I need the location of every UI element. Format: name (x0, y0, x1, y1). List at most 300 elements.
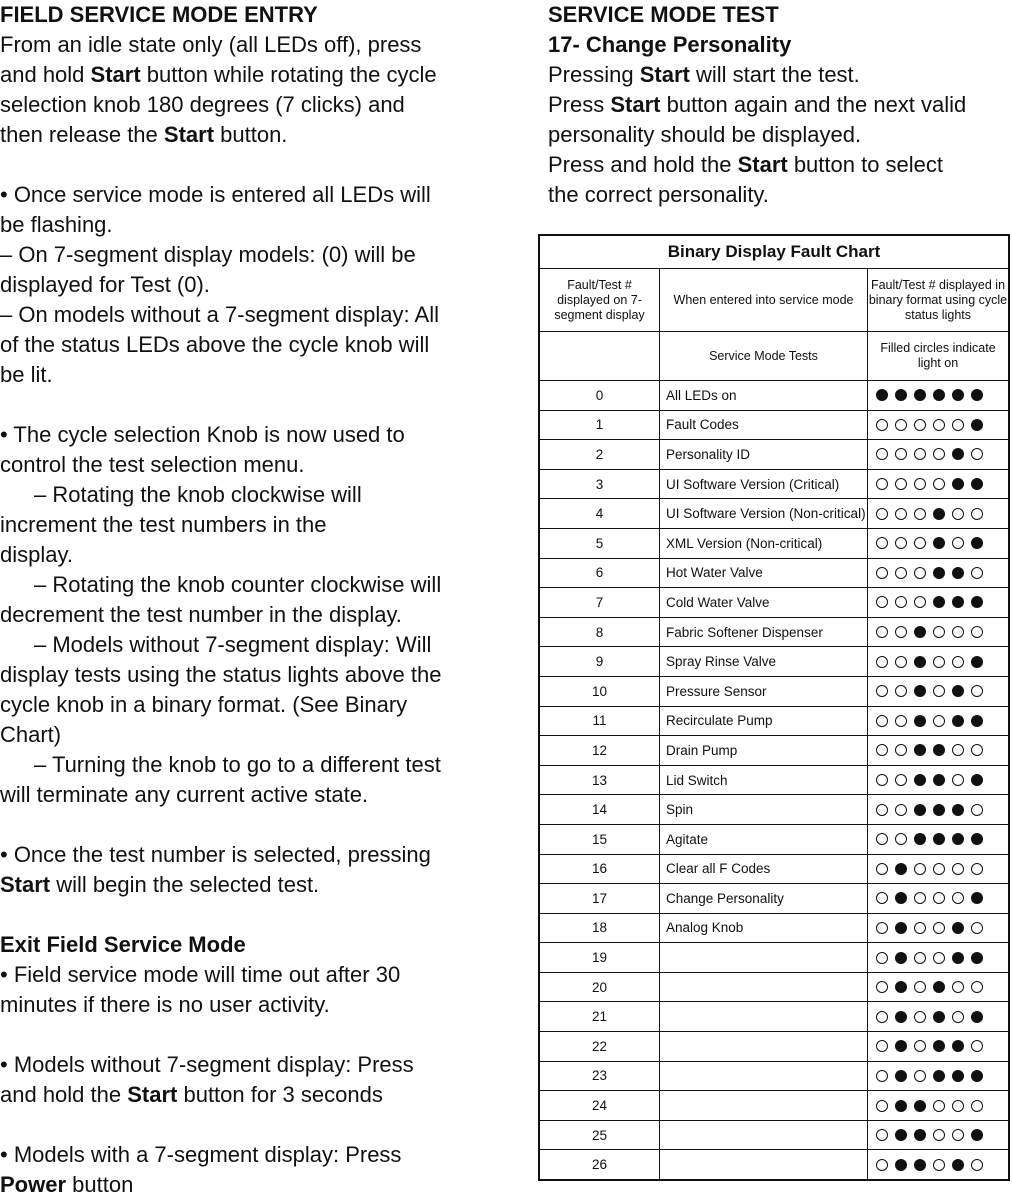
spacer (0, 900, 500, 930)
light-off-icon (914, 863, 926, 875)
header-col-number: Fault/Test # displayed on 7-segment display (540, 269, 660, 331)
light-on-icon (971, 715, 983, 727)
bullet-text: • Models without 7-segment display: Press (0, 1052, 414, 1077)
test-name: All LEDs on (660, 381, 868, 410)
table-row (540, 1062, 1008, 1092)
light-on-icon (895, 863, 907, 875)
table-row (540, 855, 1008, 885)
light-off-icon (895, 685, 907, 697)
light-on-icon (971, 833, 983, 845)
light-on-icon (971, 1070, 983, 1082)
light-off-icon (971, 1159, 983, 1171)
light-off-icon (952, 537, 964, 549)
start-keyword: Start (0, 872, 51, 897)
light-off-icon (914, 448, 926, 460)
entry-text (0, 60, 500, 90)
right-column (548, 0, 1008, 210)
light-off-icon (933, 715, 945, 727)
bullet-text (0, 1170, 500, 1200)
test-name: UI Software Version (Non-critical) (660, 499, 868, 528)
bullet-text: – On 7-segment display models: (0) will be (0, 242, 416, 267)
light-off-icon (933, 478, 945, 490)
entry-text (0, 120, 500, 150)
table-row (540, 677, 1008, 707)
subheader-tests: Service Mode Tests (660, 332, 868, 380)
text: button. (214, 122, 288, 147)
start-keyword: Start (90, 62, 141, 87)
text: button while rotating the cycle (140, 62, 437, 87)
bullet-text: – Models without 7-segment display: Will (34, 632, 432, 657)
light-off-icon (933, 892, 945, 904)
status-lights (868, 1091, 1008, 1120)
light-off-icon (971, 922, 983, 934)
light-off-icon (914, 1011, 926, 1023)
light-on-icon (971, 596, 983, 608)
bullet-text: will terminate any current active state. (0, 782, 369, 807)
light-off-icon (971, 804, 983, 816)
light-off-icon (952, 1100, 964, 1112)
light-on-icon (971, 656, 983, 668)
light-off-icon (952, 508, 964, 520)
light-on-icon (952, 389, 964, 401)
light-off-icon (971, 567, 983, 579)
light-off-icon (914, 478, 926, 490)
status-lights (868, 381, 1008, 410)
start-keyword: Start (737, 152, 788, 177)
text: button to select (787, 152, 944, 177)
body-text (548, 60, 1008, 90)
test-number: 6 (540, 559, 660, 588)
light-off-icon (876, 1129, 888, 1141)
light-on-icon (952, 833, 964, 845)
bullet-text: – Turning the knob to go to a different test (34, 752, 441, 777)
light-off-icon (895, 833, 907, 845)
status-lights (868, 736, 1008, 765)
table-row (540, 499, 1008, 529)
light-on-icon (971, 389, 983, 401)
light-on-icon (952, 715, 964, 727)
test-number: 12 (540, 736, 660, 765)
status-lights (868, 707, 1008, 736)
light-off-icon (933, 626, 945, 638)
body-text: personality should be displayed. (548, 122, 862, 147)
chart-title: Binary Display Fault Chart (540, 236, 1008, 269)
chart-subheader-row (540, 332, 1008, 381)
light-off-icon (876, 656, 888, 668)
light-off-icon (933, 1129, 945, 1141)
test-name: Spin (660, 795, 868, 824)
test-name: Pressure Sensor (660, 677, 868, 706)
light-off-icon (876, 478, 888, 490)
test-name (660, 1002, 868, 1031)
light-on-icon (971, 892, 983, 904)
table-row (540, 825, 1008, 855)
status-lights (868, 499, 1008, 528)
bullet-text: • Models with a 7-segment display: Press (0, 1142, 402, 1167)
light-off-icon (914, 952, 926, 964)
test-name (660, 973, 868, 1002)
table-row (540, 707, 1008, 737)
light-off-icon (895, 774, 907, 786)
light-on-icon (971, 952, 983, 964)
exit-heading: Exit Field Service Mode (0, 932, 246, 957)
header-col-entered: When entered into service mode (660, 269, 868, 331)
light-on-icon (895, 1159, 907, 1171)
bullet-text: decrement the test number in the display. (0, 602, 402, 627)
light-off-icon (971, 626, 983, 638)
text: and hold the (0, 1082, 128, 1107)
light-off-icon (914, 1040, 926, 1052)
light-on-icon (933, 833, 945, 845)
light-off-icon (914, 892, 926, 904)
bullet-text: displayed for Test (0). (0, 272, 210, 297)
light-on-icon (914, 774, 926, 786)
bullet-text: • The cycle selection Knob is now used to (0, 422, 405, 447)
light-off-icon (895, 656, 907, 668)
light-on-icon (971, 774, 983, 786)
light-on-icon (933, 1070, 945, 1082)
light-off-icon (876, 804, 888, 816)
table-row (540, 736, 1008, 766)
table-row (540, 766, 1008, 796)
status-lights (868, 855, 1008, 884)
status-lights (868, 647, 1008, 676)
spacer (0, 810, 500, 840)
light-on-icon (895, 1129, 907, 1141)
text: button for 3 seconds (177, 1082, 383, 1107)
light-off-icon (952, 656, 964, 668)
light-off-icon (971, 1100, 983, 1112)
test-name: Drain Pump (660, 736, 868, 765)
test-number: 11 (540, 707, 660, 736)
start-keyword: Start (610, 92, 661, 117)
bullet-text: – On models without a 7-segment display: All (0, 302, 440, 327)
light-off-icon (876, 952, 888, 964)
test-name: Clear all F Codes (660, 855, 868, 884)
text: Pressing (548, 62, 640, 87)
bullet-text: minutes if there is no user activity. (0, 992, 330, 1017)
text: button again and the next valid (660, 92, 967, 117)
light-on-icon (914, 389, 926, 401)
light-on-icon (952, 1070, 964, 1082)
light-on-icon (895, 981, 907, 993)
light-off-icon (914, 508, 926, 520)
light-on-icon (914, 1100, 926, 1112)
light-off-icon (895, 715, 907, 727)
chart-rows (540, 381, 1008, 1179)
light-off-icon (971, 685, 983, 697)
test-number: 8 (540, 618, 660, 647)
light-on-icon (971, 537, 983, 549)
test-name: Recirculate Pump (660, 707, 868, 736)
table-row (540, 943, 1008, 973)
table-row (540, 795, 1008, 825)
service-mode-heading: SERVICE MODE TEST (548, 2, 779, 27)
light-off-icon (876, 774, 888, 786)
light-off-icon (971, 1040, 983, 1052)
light-off-icon (971, 508, 983, 520)
light-off-icon (895, 508, 907, 520)
light-off-icon (876, 863, 888, 875)
light-off-icon (952, 892, 964, 904)
test-name: Change Personality (660, 884, 868, 913)
light-on-icon (971, 478, 983, 490)
light-on-icon (952, 478, 964, 490)
bullet-text (0, 870, 500, 900)
status-lights (868, 914, 1008, 943)
bullet-text: Chart) (0, 722, 62, 747)
status-lights (868, 411, 1008, 440)
light-off-icon (914, 1070, 926, 1082)
bullet-text: display. (0, 542, 73, 567)
bullet-text: cycle knob in a binary format. (See Binary (0, 692, 408, 717)
light-off-icon (876, 448, 888, 460)
light-off-icon (876, 419, 888, 431)
bullet-text: – Rotating the knob counter clockwise will (34, 572, 442, 597)
light-off-icon (895, 804, 907, 816)
text: button (66, 1172, 134, 1197)
test-name: Lid Switch (660, 766, 868, 795)
light-off-icon (914, 419, 926, 431)
bullet-text: – Rotating the knob clockwise will (34, 482, 362, 507)
light-on-icon (914, 626, 926, 638)
status-lights (868, 677, 1008, 706)
test-number: 5 (540, 529, 660, 558)
test-number: 18 (540, 914, 660, 943)
test-number: 0 (540, 381, 660, 410)
bullet-text (0, 1080, 500, 1110)
status-lights (868, 884, 1008, 913)
test-name: UI Software Version (Critical) (660, 470, 868, 499)
test-number: 17 (540, 884, 660, 913)
light-on-icon (933, 744, 945, 756)
left-column (0, 0, 500, 1200)
light-off-icon (914, 596, 926, 608)
light-on-icon (933, 1011, 945, 1023)
bullet-text: display tests using the status lights above the (0, 662, 442, 687)
test-name (660, 1032, 868, 1061)
light-on-icon (914, 656, 926, 668)
start-keyword: Start (163, 122, 215, 147)
light-on-icon (914, 744, 926, 756)
light-off-icon (952, 1129, 964, 1141)
status-lights (868, 1032, 1008, 1061)
light-on-icon (952, 922, 964, 934)
test-number: 4 (540, 499, 660, 528)
light-on-icon (952, 596, 964, 608)
light-on-icon (895, 1070, 907, 1082)
entry-heading: FIELD SERVICE MODE ENTRY (0, 2, 318, 27)
test-name: Fabric Softener Dispenser (660, 618, 868, 647)
body-text: the correct personality. (548, 182, 769, 207)
text: Press and hold the (548, 152, 738, 177)
light-off-icon (933, 952, 945, 964)
status-lights (868, 795, 1008, 824)
test-number: 22 (540, 1032, 660, 1061)
light-off-icon (952, 981, 964, 993)
binary-fault-chart (538, 234, 1010, 1181)
table-row (540, 1150, 1008, 1179)
light-off-icon (876, 1011, 888, 1023)
bullet-text: control the test selection menu. (0, 452, 305, 477)
light-off-icon (876, 508, 888, 520)
table-row (540, 973, 1008, 1003)
light-on-icon (952, 952, 964, 964)
light-on-icon (914, 715, 926, 727)
light-on-icon (952, 804, 964, 816)
light-on-icon (933, 508, 945, 520)
test-number: 24 (540, 1091, 660, 1120)
light-off-icon (876, 685, 888, 697)
light-off-icon (895, 478, 907, 490)
test-number: 9 (540, 647, 660, 676)
table-row (540, 411, 1008, 441)
light-off-icon (971, 448, 983, 460)
light-off-icon (876, 1040, 888, 1052)
light-off-icon (933, 656, 945, 668)
spacer (0, 150, 500, 180)
light-off-icon (952, 419, 964, 431)
light-on-icon (914, 804, 926, 816)
light-off-icon (933, 863, 945, 875)
test-number: 1 (540, 411, 660, 440)
light-off-icon (895, 419, 907, 431)
light-on-icon (933, 804, 945, 816)
subheader-empty (540, 332, 660, 380)
light-off-icon (914, 537, 926, 549)
table-row (540, 618, 1008, 648)
spacer (0, 1110, 500, 1140)
table-row (540, 440, 1008, 470)
light-on-icon (952, 685, 964, 697)
test-name: Personality ID (660, 440, 868, 469)
light-on-icon (876, 389, 888, 401)
light-off-icon (876, 596, 888, 608)
table-row (540, 381, 1008, 411)
test-heading: 17- Change Personality (548, 32, 792, 57)
test-number: 3 (540, 470, 660, 499)
status-lights (868, 588, 1008, 617)
status-lights (868, 470, 1008, 499)
light-off-icon (933, 1100, 945, 1112)
light-on-icon (933, 596, 945, 608)
light-on-icon (914, 685, 926, 697)
test-number: 20 (540, 973, 660, 1002)
test-name: Agitate (660, 825, 868, 854)
status-lights (868, 1121, 1008, 1150)
test-number: 2 (540, 440, 660, 469)
status-lights (868, 529, 1008, 558)
light-off-icon (876, 922, 888, 934)
light-off-icon (914, 922, 926, 934)
status-lights (868, 766, 1008, 795)
light-off-icon (971, 981, 983, 993)
test-number: 7 (540, 588, 660, 617)
bullet-text: • Once service mode is entered all LEDs will (0, 182, 431, 207)
light-off-icon (952, 626, 964, 638)
light-on-icon (895, 892, 907, 904)
light-off-icon (895, 567, 907, 579)
light-on-icon (914, 1159, 926, 1171)
light-off-icon (876, 537, 888, 549)
status-lights (868, 973, 1008, 1002)
start-keyword: Start (127, 1082, 178, 1107)
text: Press (548, 92, 611, 117)
light-off-icon (895, 537, 907, 549)
test-name (660, 1062, 868, 1091)
light-off-icon (876, 833, 888, 845)
test-number: 13 (540, 766, 660, 795)
light-off-icon (876, 744, 888, 756)
light-off-icon (952, 863, 964, 875)
text: then release the (0, 122, 164, 147)
light-off-icon (933, 922, 945, 934)
test-name (660, 943, 868, 972)
light-off-icon (971, 744, 983, 756)
light-off-icon (876, 1100, 888, 1112)
bullet-text: • Once the test number is selected, pressing (0, 842, 431, 867)
header-col-binary: Fault/Test # displayed in binary format using cycle status lights (868, 277, 1008, 322)
bullet-text: of the status LEDs above the cycle knob will (0, 332, 430, 357)
light-off-icon (952, 1011, 964, 1023)
entry-text: From an idle state only (all LEDs off), press (0, 32, 422, 57)
light-off-icon (952, 774, 964, 786)
table-row (540, 1121, 1008, 1151)
status-lights (868, 440, 1008, 469)
test-number: 25 (540, 1121, 660, 1150)
test-name: Cold Water Valve (660, 588, 868, 617)
light-off-icon (895, 744, 907, 756)
test-number: 10 (540, 677, 660, 706)
light-on-icon (952, 1159, 964, 1171)
status-lights (868, 1002, 1008, 1031)
test-name (660, 1150, 868, 1179)
body-text (548, 150, 1008, 180)
light-off-icon (933, 685, 945, 697)
test-number: 14 (540, 795, 660, 824)
subheader-filled: Filled circles indicate light on (880, 341, 996, 370)
light-off-icon (914, 567, 926, 579)
light-on-icon (895, 389, 907, 401)
light-off-icon (876, 626, 888, 638)
light-off-icon (876, 981, 888, 993)
text: will start the test. (689, 62, 860, 87)
text: and hold (0, 62, 91, 87)
light-off-icon (952, 744, 964, 756)
test-name: Spray Rinse Valve (660, 647, 868, 676)
light-on-icon (895, 1100, 907, 1112)
bullet-text: be lit. (0, 362, 53, 387)
table-row (540, 1002, 1008, 1032)
light-on-icon (895, 922, 907, 934)
status-lights (868, 825, 1008, 854)
chart-header-row (540, 269, 1008, 332)
start-keyword: Start (639, 62, 690, 87)
light-off-icon (895, 626, 907, 638)
light-off-icon (914, 981, 926, 993)
light-on-icon (933, 981, 945, 993)
light-on-icon (895, 1011, 907, 1023)
table-row (540, 884, 1008, 914)
light-off-icon (933, 448, 945, 460)
test-number: 26 (540, 1150, 660, 1179)
table-row (540, 588, 1008, 618)
status-lights (868, 1150, 1008, 1179)
test-number: 15 (540, 825, 660, 854)
light-on-icon (952, 567, 964, 579)
table-row (540, 647, 1008, 677)
light-on-icon (971, 419, 983, 431)
